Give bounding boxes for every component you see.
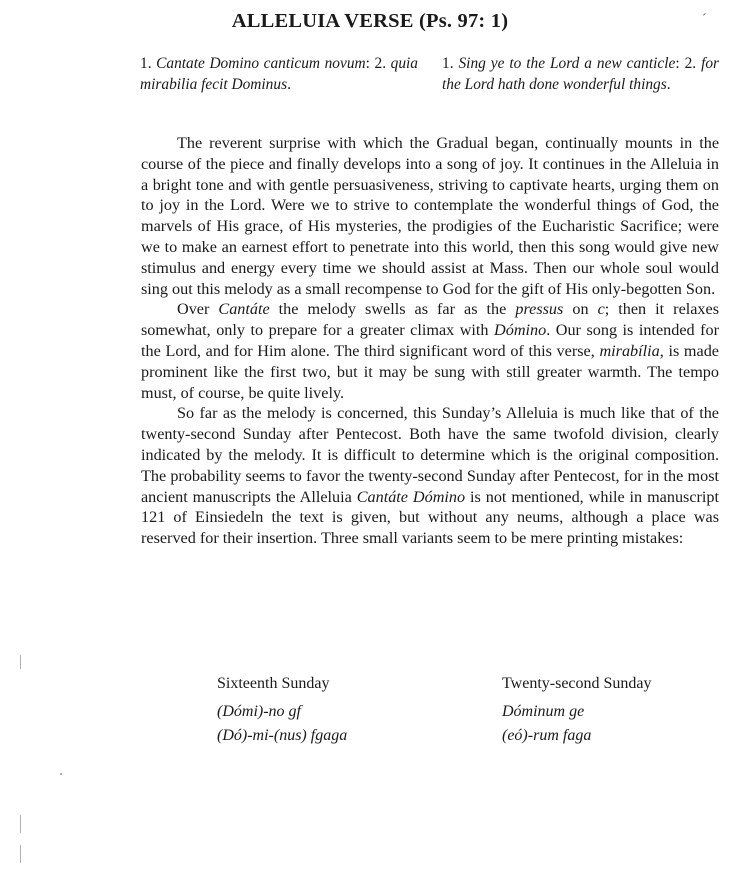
variants-heading-twenty-second: Twenty-second Sunday [502, 675, 652, 692]
p3-emphasis: Cantáte Dómino [356, 487, 466, 506]
verse-english [442, 53, 719, 95]
p3-text: So far as the melody is concerned, this Sunday’s Alleluia is much like that of the twenty-second Sunday after Pentecost. Both have the same twofold division, clearly indicated by the melody. It is difficult to determine which is the original composition. The probability seems to favor the twenty-second Sunday after Pentecost, for in the most ancient manuscripts the Alleluia [141, 404, 719, 506]
verse-english-text-1: Sing ye to the Lord a new canticle [458, 55, 676, 72]
corner-mark: ´ [702, 12, 707, 27]
p2-emphasis: Cantáte [218, 300, 270, 319]
variant-row: (Dó)-mi-(nus) fgaga [217, 727, 348, 744]
variant-row: (Dómi)-no gf [217, 703, 301, 720]
paragraph-1: The reverent surprise with which the Gradual began, continually mounts in the course of the piece and finally develops into a song of joy. It continues in the Alleluia in a bright tone and with gentle persuasiveness, striving to captivate hearts, urging them on to joy in the Lord. Were we to strive to contemplate the wonderful things of God, the marvels of His grace, of His mysteries, the prodigies of the Eucharistic Sacrifice; were we to make an earnest effort to penetrate into this world, then this song would give new stimulus and energy every time we should assist at Mass. Then our whole soul would sing out this melody as a small recompense to God for the gift of His only-begotten Son. [141, 134, 719, 298]
p2-text: Over [177, 300, 219, 319]
verse-latin-number-1: 1. [140, 55, 157, 72]
p3-text: is not mentioned, while in manuscript 121 of Einsiedeln the text is given, but without any neums, although a place was reserved for their insertion. Three small variants seem to be mere printing mistakes: [141, 487, 720, 548]
p2-emphasis: mirabília [599, 341, 660, 360]
variant-row: Dóminum ge [502, 703, 585, 720]
paragraph-3 [141, 403, 719, 549]
variants-heading-sixteenth: Sixteenth Sunday [217, 675, 330, 692]
scan-mark [20, 845, 21, 863]
p2-text: the melody swells as far as the [269, 300, 516, 319]
scan-mark [20, 655, 21, 669]
p2-text: . Our song is intended for the Lord, and for Him alone. The third significant word of this verse, [141, 321, 719, 360]
commentary [141, 133, 719, 549]
verse-english-number-2: 2. [684, 55, 702, 72]
p2-emphasis: Dómino [494, 321, 547, 340]
verse-latin [140, 53, 418, 95]
verse-latin-sep: : [365, 55, 375, 72]
p2-text: , is made prominent like the first two, but it may be sung with still greater warmth. The tempo must, of course, be quite lively. [141, 341, 719, 402]
p2-text: ; then it relaxes somewhat, only to prepare for a greater climax with [141, 300, 720, 340]
page-title: ALLELUIA VERSE (Ps. 97: 1) [231, 10, 509, 32]
verse-latin-end: . [287, 76, 291, 93]
verse-latin-text-1: Cantate Domino canticum novum [156, 55, 366, 72]
p2-emphasis: pressus [515, 300, 564, 319]
scan-mark [60, 773, 62, 775]
verse-english-sep: : [675, 55, 685, 72]
verse-latin-number-2: 2. [374, 55, 391, 72]
verse-english-end: . [666, 76, 671, 93]
paragraph-2 [141, 299, 719, 403]
variants-column-twenty-second [502, 674, 652, 750]
scan-mark [20, 815, 21, 833]
variant-row: (eó)-rum faga [502, 727, 592, 744]
p2-text: on [563, 300, 598, 319]
verse-latin-text-2: quia mirabilia fecit Dominus [140, 55, 418, 93]
verse-english-text-2: for the Lord hath done wonderful things [442, 55, 720, 93]
p2-emphasis: c [597, 300, 605, 319]
verse-english-number-1: 1. [442, 55, 459, 72]
variants-column-sixteenth [217, 674, 347, 750]
